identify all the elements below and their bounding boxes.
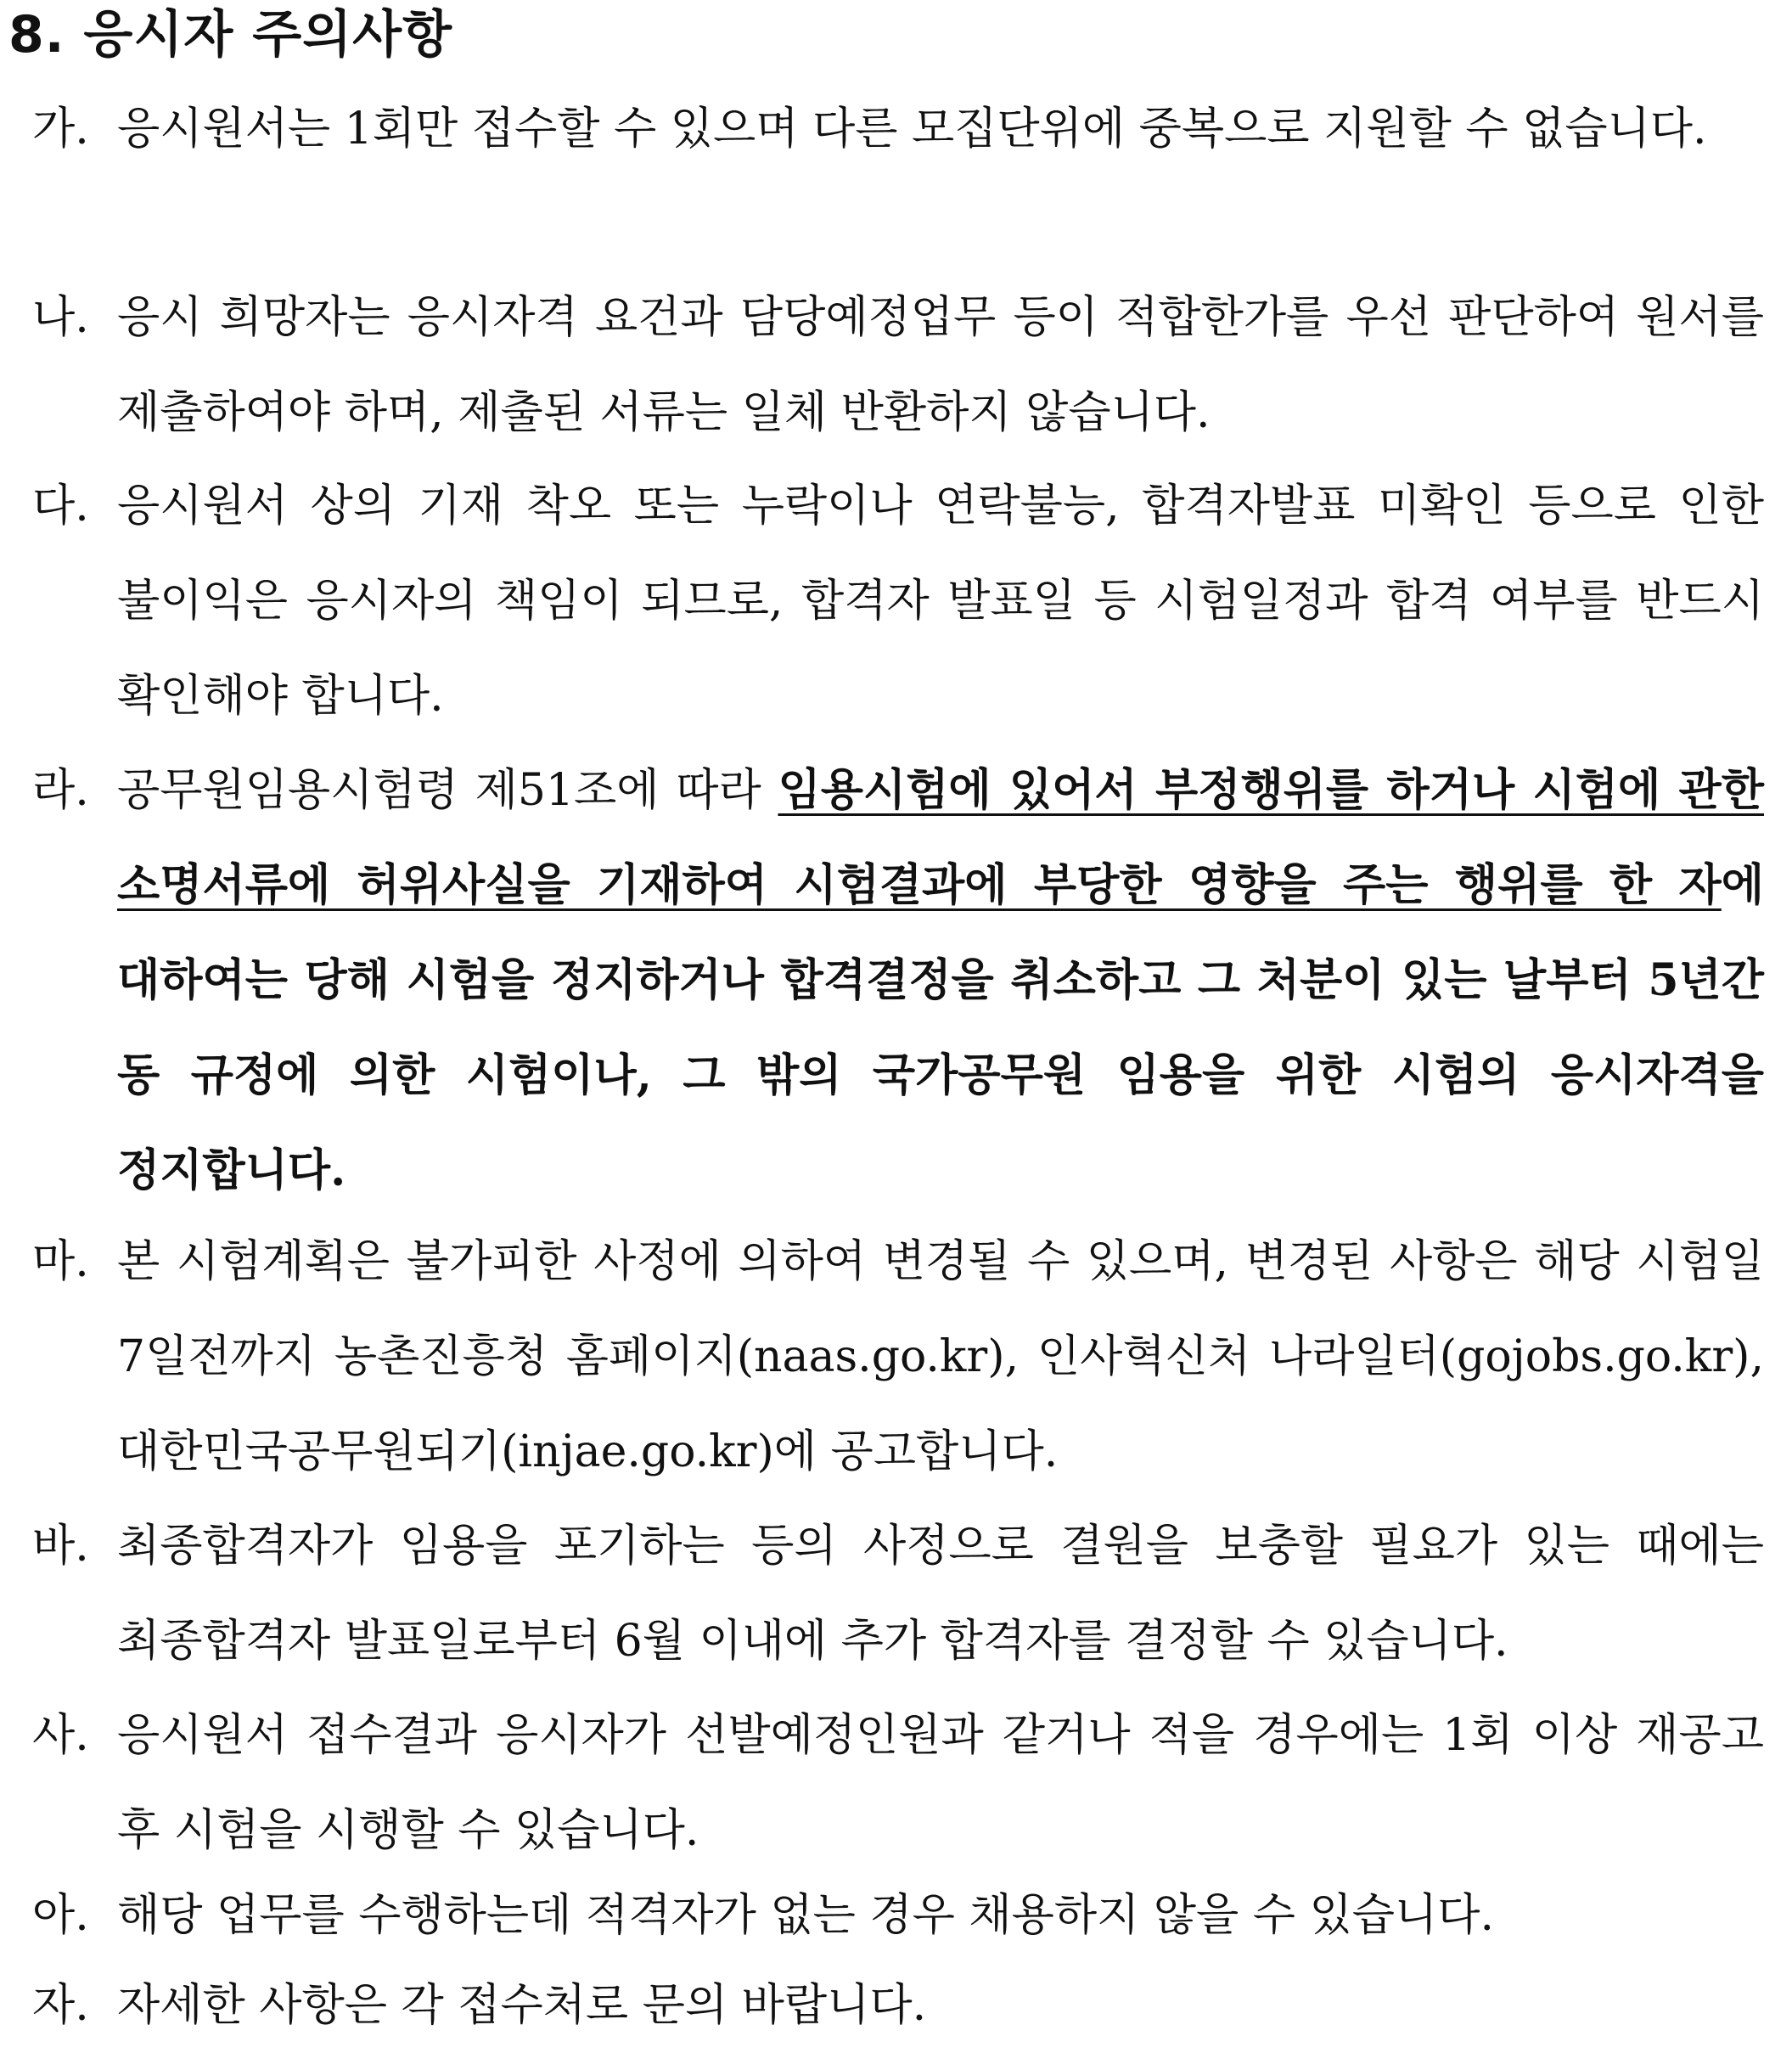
list-item-ra — [32, 743, 1764, 1218]
section-title: 8. 응시자 주의사항 — [8, 5, 453, 65]
item-text: 최종합격자가 임용을 포기하는 등의 사정으로 결원을 보충할 필요가 있는 때에는 최종합격자 발표일로부터 6월 이내에 추가 합격자를 결정할 수 있습니다. — [117, 1521, 1764, 1667]
item-text: 응시원서 접수결과 응시자가 선발예정인원과 같거나 적을 경우에는 1회 이상 재공고 후 시험을 시행할 수 있습니다. — [117, 1710, 1764, 1856]
item-text: 해당 업무를 수행하는데 적격자가 없는 경우 채용하지 않을 수 있습니다. — [117, 1890, 1495, 1941]
item-marker: 다. — [32, 481, 89, 532]
item-marker: 라. — [32, 765, 89, 816]
item-marker: 자. — [32, 1980, 89, 2031]
item-text: 응시원서는 1회만 접수할 수 있으며 다른 모집단위에 중복으로 지원할 수 없습니다. — [117, 104, 1707, 155]
list-item-ma — [32, 1214, 1764, 1499]
item-marker: 사. — [32, 1710, 89, 1761]
item-text: 응시 희망자는 응시자격 요건과 담당예정업무 등이 적합한가를 우선 판단하여 원서를 제출하여야 하며, 제출된 서류는 일체 반환하지 않습니다. — [117, 292, 1764, 438]
item-text: 자세한 사항은 각 접수처로 문의 바랍니다. — [117, 1980, 927, 2031]
item-text-underlined: 임용시험에 있어서 부정행위를 하거나 시험에 관한 소명서류에 허위사실을 기재하여 시험결과에 부당한 영향을 주는 행위를 한 자 — [117, 764, 1765, 911]
item-text: 본 시험계획은 불가피한 사정에 의하여 변경될 수 있으며, 변경된 사항은 해당 시험일 7일전까지 농촌진흥청 홈페이지(naas.go.kr), 인사혁신처 나라일터(gojobs.go.kr), 대한민국공무원되기(injae.go.kr)에 공고합니다. — [117, 1236, 1764, 1477]
item-text: 응시원서 상의 기재 착오 또는 누락이나 연락불능, 합격자발표 미확인 등으로 인한 불이익은 응시자의 책임이 되므로, 합격자 발표일 등 시험일정과 합격 여부를 반드시 확인해야 합니다. — [117, 481, 1764, 722]
list-item-ba — [32, 1499, 1764, 1689]
item-marker: 아. — [32, 1890, 89, 1941]
item-text-plain: 공무원임용시험령 제51조에 따라 — [117, 765, 778, 816]
item-marker: 나. — [32, 292, 89, 343]
item-marker: 마. — [32, 1236, 89, 1287]
list-item-ja — [32, 1958, 1764, 2053]
item-text — [117, 743, 1764, 1218]
item-marker: 바. — [32, 1521, 89, 1572]
list-item-sa — [32, 1688, 1764, 1878]
list-item-na — [32, 270, 1764, 460]
item-text-bold: 에 대하여는 당해 시험을 정지하거나 합격결정을 취소하고 그 처분이 있는 날부터 5년간 동 규정에 의한 시험이나, 그 밖의 국가공무원 임용을 위한 시험의 응시자격을 정지합니다. — [117, 859, 1764, 1196]
list-item-da — [32, 458, 1764, 744]
list-item-ga — [32, 82, 1764, 177]
item-marker: 가. — [32, 104, 89, 155]
list-item-a — [32, 1868, 1764, 1963]
